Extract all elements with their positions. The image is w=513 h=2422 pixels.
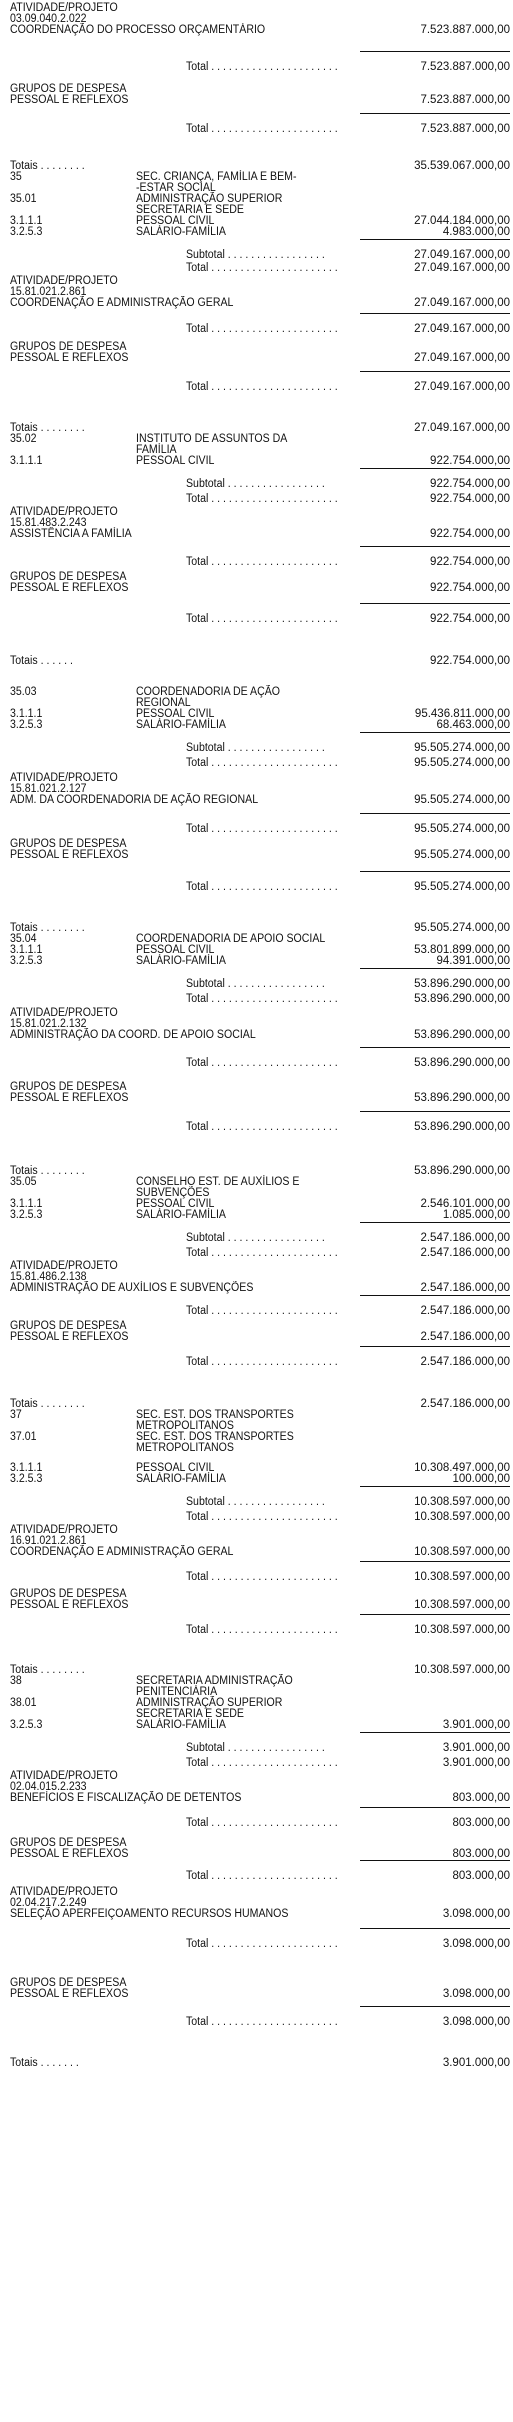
ledger-text: SECRETARIA E SEDE [136,1708,244,1720]
ledger-text: COORDENADORIA DE APOIO SOCIAL [136,933,326,945]
amount-value: 803.000,00 [452,1792,510,1804]
ledger-text: PESSOAL E REFLEXOS [10,1331,129,1343]
ledger-text: SALÁRIO-FAMÍLIA [136,226,226,238]
ledger-text: Total . . . . . . . . . . . . . . . . . . . . . . [186,1121,338,1133]
ledger-text: Total . . . . . . . . . . . . . . . . . . . . . . [186,323,338,335]
ledger-text: Subtotal . . . . . . . . . . . . . . . . . [186,249,325,261]
ledger-text: METROPOLITANOS [136,1420,234,1432]
ledger-text: SUBVENÇÕES [136,1187,210,1199]
ledger-text: Totais . . . . . . . . [10,1398,85,1410]
ledger-text: 3.2.5.3 [10,226,43,238]
ledger-text: Total . . . . . . . . . . . . . . . . . . . . . . [186,1624,338,1636]
amount-value: 2.547.186.000,00 [420,1305,510,1317]
ledger-text: GRUPOS DE DESPESA [10,838,127,850]
amount-value: 53.896.290.000,00 [414,1092,510,1104]
ledger-text: 35 [10,171,22,183]
amount-value: 922.754.000,00 [430,528,510,540]
ledger-text: 3.2.5.3 [10,1209,43,1221]
amount-value: 4.983.000,00 [442,226,510,238]
amount-value: 2.547.186.000,00 [420,1356,510,1368]
amount-value: 922.754.000,00 [430,556,510,568]
amount-value: 10.308.597.000,00 [414,1571,510,1583]
amount-value: 95.505.274.000,00 [414,742,510,754]
amount-value: 53.896.290.000,00 [414,1057,510,1069]
amount-value: 3.901.000,00 [442,1719,510,1731]
amount-value: 95.505.274.000,00 [414,823,510,835]
ledger-text: Total . . . . . . . . . . . . . . . . . . . . . . [186,1870,338,1882]
amount-value: 53.896.290.000,00 [414,1121,510,1133]
ledger-text: PESSOAL CIVIL [136,1462,215,1474]
amount-value: 10.308.597.000,00 [414,1599,510,1611]
ledger-text: Totais . . . . . . . . [10,1664,85,1676]
amount-value: 27.049.167.000,00 [414,422,510,434]
amount-value: 94.391.000,00 [436,955,510,967]
amount-value: 922.754.000,00 [430,582,510,594]
amount-value: 53.896.290.000,00 [414,993,510,1005]
ledger-text: Subtotal . . . . . . . . . . . . . . . . . [186,1232,325,1244]
ledger-text: ATIVIDADE/PROJETO [10,275,118,287]
ledger-text: ATIVIDADE/PROJETO [10,1260,118,1272]
ledger-text: ATIVIDADE/PROJETO [10,506,118,518]
ledger-text: 3.2.5.3 [10,1719,43,1731]
ledger-text: Total . . . . . . . . . . . . . . . . . . . . . . [186,123,338,135]
ledger-text: PESSOAL E REFLEXOS [10,849,129,861]
amount-value: 10.308.597.000,00 [414,1546,510,1558]
ledger-text: FAMÍLIA [136,444,177,456]
ledger-text: 35.05 [10,1176,37,1188]
amount-value: 27.049.167.000,00 [414,262,510,274]
amount-value: 2.547.186.000,00 [420,1398,510,1410]
ledger-text: 37 [10,1409,22,1421]
amount-value: 35.539.067.000,00 [414,160,510,172]
ledger-text: GRUPOS DE DESPESA [10,1081,127,1093]
ledger-text: PESSOAL E REFLEXOS [10,94,129,106]
ledger-text: 15.81.021.2.127 [10,783,87,795]
ledger-text: ADMINISTRAÇÃO SUPERIOR [136,193,283,205]
ledger-text: SELEÇÃO APERFEIÇOAMENTO RECURSOS HUMANOS [10,1908,289,1920]
amount-value: 7.523.887.000,00 [420,123,510,135]
ledger-text: 3.1.1.1 [10,944,43,956]
amount-value: 803.000,00 [452,1848,510,1860]
amount-value: 27.049.167.000,00 [414,297,510,309]
ledger-text: SALÁRIO-FAMÍLIA [136,955,226,967]
ledger-text: PESSOAL CIVIL [136,455,215,467]
amount-value: 100.000,00 [452,1473,510,1485]
ledger-text: Total . . . . . . . . . . . . . . . . . . . . . . [186,61,338,73]
ledger-text: 3.1.1.1 [10,1198,43,1210]
ledger-text: SECRETARIA ADMINISTRAÇÃO [136,1675,293,1687]
ledger-text: ADMINISTRAÇÃO DA COORD. DE APOIO SOCIAL [10,1029,256,1041]
ledger-text: ADM. DA COORDENADORIA DE AÇÃO REGIONAL [10,794,259,806]
ledger-text: SALÁRIO-FAMÍLIA [136,1209,226,1221]
ledger-text: 38 [10,1675,22,1687]
amount-value: 2.546.101.000,00 [420,1198,510,1210]
amount-value: 803.000,00 [452,1817,510,1829]
ledger-text: 02.04.015.2.233 [10,1781,87,1793]
ledger-text: Total . . . . . . . . . . . . . . . . . . . . . . [186,1356,338,1368]
amount-value: 53.896.290.000,00 [414,1029,510,1041]
amount-value: 53.801.899.000,00 [414,944,510,956]
ledger-text: 16.91.021.2.861 [10,1535,87,1547]
ledger-text: 15.81.021.2.132 [10,1018,87,1030]
ledger-text: GRUPOS DE DESPESA [10,83,127,95]
amount-value: 10.308.597.000,00 [414,1624,510,1636]
ledger-text: PENITENCIÁRIA [136,1686,218,1698]
amount-value: 27.049.167.000,00 [414,249,510,261]
amount-value: 27.049.167.000,00 [414,352,510,364]
ledger-text: PESSOAL E REFLEXOS [10,1092,129,1104]
amount-value: 3.901.000,00 [442,1757,510,1769]
ledger-text: METROPOLITANOS [136,1442,234,1454]
ledger-text: COORDENAÇÃO E ADMINISTRAÇÃO GERAL [10,297,234,309]
ledger-text: Total . . . . . . . . . . . . . . . . . . . . . . [186,1938,338,1950]
amount-value: 2.547.186.000,00 [420,1232,510,1244]
amount-value: 2.547.186.000,00 [420,1247,510,1259]
ledger-text: Subtotal . . . . . . . . . . . . . . . . . [186,1742,325,1754]
amount-value: 922.754.000,00 [430,478,510,490]
ledger-text: SALÁRIO-FAMÍLIA [136,1473,226,1485]
amount-value: 922.754.000,00 [430,655,510,667]
ledger-text: PESSOAL CIVIL [136,215,215,227]
ledger-text: 02.04.217.2.249 [10,1897,87,1909]
amount-value: 10.308.597.000,00 [414,1511,510,1523]
ledger-text: SEC. CRIANÇA, FAMÍLIA E BEM- [136,171,297,183]
ledger-text: ASSISTÊNCIA A FAMÍLIA [10,528,132,540]
amount-value: 10.308.597.000,00 [414,1664,510,1676]
ledger-text: GRUPOS DE DESPESA [10,1320,127,1332]
ledger-text: COORDENAÇÃO DO PROCESSO ORÇAMENTÁRIO [10,24,266,36]
ledger-text: INSTITUTO DE ASSUNTOS DA [136,433,288,445]
amount-value: 922.754.000,00 [430,493,510,505]
ledger-text: 3.1.1.1 [10,708,43,720]
ledger-text: 35.01 [10,193,37,205]
amount-value: 803.000,00 [452,1870,510,1882]
amount-value: 95.505.274.000,00 [414,922,510,934]
ledger-text: 15.81.486.2.138 [10,1271,87,1283]
ledger-text: PESSOAL CIVIL [136,944,215,956]
ledger-text: SALÁRIO-FAMÍLIA [136,1719,226,1731]
ledger-text: Totais . . . . . . . . [10,922,85,934]
amount-value: 1.085.000,00 [442,1209,510,1221]
ledger-text: 15.81.483.2.243 [10,517,87,529]
ledger-text: Total . . . . . . . . . . . . . . . . . . . . . . [186,262,338,274]
ledger-text: Total . . . . . . . . . . . . . . . . . . . . . . [186,1757,338,1769]
ledger-text: 15.81.021.2.861 [10,286,87,298]
ledger-text: Total . . . . . . . . . . . . . . . . . . . . . . [186,1511,338,1523]
ledger-text: Total . . . . . . . . . . . . . . . . . . . . . . [186,381,338,393]
amount-value: 10.308.597.000,00 [414,1496,510,1508]
ledger-text: Totais . . . . . . . . [10,422,85,434]
ledger-text: GRUPOS DE DESPESA [10,1837,127,1849]
ledger-text: 3.2.5.3 [10,1473,43,1485]
ledger-text: Total . . . . . . . . . . . . . . . . . . . . . . [186,881,338,893]
ledger-text: 3.1.1.1 [10,455,43,467]
ledger-text: 03.09.040.2.022 [10,13,87,25]
amount-value: 95.505.274.000,00 [414,794,510,806]
ledger-text: PESSOAL CIVIL [136,708,215,720]
amount-value: 2.547.186.000,00 [420,1282,510,1294]
ledger-text: SECRETARIA E SEDE [136,204,244,216]
amount-value: 68.463.000,00 [436,719,510,731]
ledger-text: GRUPOS DE DESPESA [10,1588,127,1600]
ledger-text: Total . . . . . . . . . . . . . . . . . . . . . . [186,493,338,505]
ledger-text: Total . . . . . . . . . . . . . . . . . . . . . . [186,757,338,769]
ledger-text: Totais . . . . . . . . [10,1165,85,1177]
ledger-text: ATIVIDADE/PROJETO [10,2,118,14]
amount-value: 95.505.274.000,00 [414,849,510,861]
ledger-text: Total . . . . . . . . . . . . . . . . . . . . . . [186,1057,338,1069]
ledger-text: Total . . . . . . . . . . . . . . . . . . . . . . [186,613,338,625]
ledger-text: Totais . . . . . . . [10,2057,79,2069]
ledger-text: Totais . . . . . . . . [10,160,85,172]
amount-value: 7.523.887.000,00 [420,24,510,36]
ledger-text: -ESTAR SOCIAL [136,182,216,194]
ledger-text: PESSOAL E REFLEXOS [10,1988,129,2000]
ledger-text: Total . . . . . . . . . . . . . . . . . . . . . . [186,993,338,1005]
ledger-text: PESSOAL E REFLEXOS [10,352,129,364]
ledger-text: Subtotal . . . . . . . . . . . . . . . . . [186,978,325,990]
ledger-text: 3.1.1.1 [10,215,43,227]
amount-value: 95.505.274.000,00 [414,881,510,893]
ledger-text: 37.01 [10,1431,37,1443]
ledger-text: Total . . . . . . . . . . . . . . . . . . . . . . [186,1571,338,1583]
ledger-text: Total . . . . . . . . . . . . . . . . . . . . . . [186,2016,338,2028]
ledger-text: Total . . . . . . . . . . . . . . . . . . . . . . [186,1305,338,1317]
ledger-text: 3.1.1.1 [10,1462,43,1474]
ledger-text: Subtotal . . . . . . . . . . . . . . . . . [186,742,325,754]
amount-value: 53.896.290.000,00 [414,1165,510,1177]
amount-value: 922.754.000,00 [430,613,510,625]
ledger-text: 38.01 [10,1697,37,1709]
amount-value: 3.098.000,00 [442,1988,510,2000]
ledger-text: SEC. EST. DOS TRANSPORTES [136,1431,294,1443]
ledger-text: PESSOAL E REFLEXOS [10,582,129,594]
amount-value: 27.044.184.000,00 [414,215,510,227]
amount-value: 3.901.000,00 [442,2057,510,2069]
ledger-text: COORDENAÇÃO E ADMINISTRAÇÃO GERAL [10,1546,234,1558]
ledger-text: REGIONAL [136,697,191,709]
ledger-text: ATIVIDADE/PROJETO [10,1524,118,1536]
amount-value: 3.901.000,00 [442,1742,510,1754]
ledger-text: SEC. EST. DOS TRANSPORTES [136,1409,294,1421]
amount-value: 95.505.274.000,00 [414,757,510,769]
amount-value: 10.308.497.000,00 [414,1462,510,1474]
ledger-text: GRUPOS DE DESPESA [10,571,127,583]
ledger-text: BENEFÍCIOS E FISCALIZAÇÃO DE DETENTOS [10,1792,242,1804]
ledger-text: Subtotal . . . . . . . . . . . . . . . . . [186,1496,325,1508]
ledger-text: ATIVIDADE/PROJETO [10,1886,118,1898]
ledger-text: 3.2.5.3 [10,719,43,731]
amount-value: 95.436.811.000,00 [414,708,510,720]
ledger-text: SALÁRIO-FAMÍLIA [136,719,226,731]
amount-value: 7.523.887.000,00 [420,94,510,106]
ledger-text: 35.03 [10,686,37,698]
amount-value: 3.098.000,00 [442,1908,510,1920]
ledger-text: Total . . . . . . . . . . . . . . . . . . . . . . [186,1817,338,1829]
ledger-text: Totais . . . . . . [10,655,73,667]
ledger-text: ATIVIDADE/PROJETO [10,1007,118,1019]
amount-value: 2.547.186.000,00 [420,1331,510,1343]
ledger-text: ADMINISTRAÇÃO DE AUXÍLIOS E SUBVENÇÕES [10,1282,254,1294]
ledger-text: ADMINISTRAÇÃO SUPERIOR [136,1697,283,1709]
amount-value: 53.896.290.000,00 [414,978,510,990]
ledger-text: Total . . . . . . . . . . . . . . . . . . . . . . [186,823,338,835]
ledger-text: Total . . . . . . . . . . . . . . . . . . . . . . [186,1247,338,1259]
ledger-text: ATIVIDADE/PROJETO [10,1770,118,1782]
ledger-text: PESSOAL CIVIL [136,1198,215,1210]
ledger-text: CONSELHO EST. DE AUXÍLIOS E [136,1176,300,1188]
ledger-text: ATIVIDADE/PROJETO [10,772,118,784]
ledger-text: 3.2.5.3 [10,955,43,967]
ledger-text: GRUPOS DE DESPESA [10,1977,127,1989]
amount-value: 922.754.000,00 [430,455,510,467]
ledger-text: 35.02 [10,433,37,445]
amount-value: 3.098.000,00 [442,2016,510,2028]
amount-value: 27.049.167.000,00 [414,381,510,393]
ledger-text: PESSOAL E REFLEXOS [10,1599,129,1611]
ledger-text: PESSOAL E REFLEXOS [10,1848,129,1860]
ledger-text: Subtotal . . . . . . . . . . . . . . . . . [186,478,325,490]
amount-value: 27.049.167.000,00 [414,323,510,335]
ledger-text: COORDENADORIA DE AÇÃO [136,686,281,698]
ledger-text: Total . . . . . . . . . . . . . . . . . . . . . . [186,556,338,568]
ledger-text: 35.04 [10,933,37,945]
amount-value: 3.098.000,00 [442,1938,510,1950]
amount-value: 7.523.887.000,00 [420,61,510,73]
ledger-text: GRUPOS DE DESPESA [10,341,127,353]
